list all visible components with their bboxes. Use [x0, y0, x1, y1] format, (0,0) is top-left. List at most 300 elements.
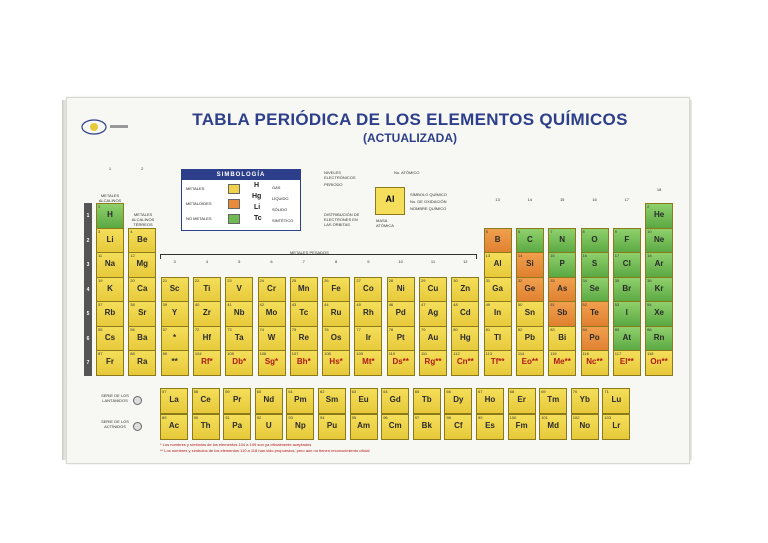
atomic-number: 3 — [98, 228, 101, 234]
period-label: 1 — [84, 203, 92, 229]
group-label: 15 — [559, 197, 565, 202]
atomic-number: 105 — [227, 351, 234, 356]
element-symbol: Ca — [137, 283, 148, 293]
element-symbol: Es — [485, 421, 495, 430]
element-symbol: Sc — [169, 283, 180, 293]
key-distribution-label: DISTRIBUCIÓN DE ELECTRONES EN LAS ÓRBITAS — [324, 212, 360, 227]
element-symbol: Lr — [612, 421, 621, 430]
element-cell-Sb — [548, 301, 576, 327]
element-symbol: Pr — [232, 395, 242, 404]
element-symbol: Ar — [654, 259, 664, 268]
element-symbol: Yb — [579, 395, 590, 404]
atomic-number: 58 — [193, 389, 199, 394]
element-cell-Pr — [223, 388, 251, 414]
element-symbol: Eo** — [521, 357, 539, 366]
element-symbol: Dy — [453, 395, 464, 404]
atomic-number: 39 — [162, 302, 168, 307]
element-symbol: V — [236, 283, 242, 293]
element-cell-In — [484, 301, 512, 327]
element-symbol: La — [169, 395, 179, 404]
atomic-number: 43 — [291, 302, 297, 307]
group-label: 16 — [592, 197, 597, 202]
element-symbol: Rn — [653, 332, 665, 342]
element-cell-V — [225, 277, 253, 303]
atomic-number: 84 — [582, 326, 587, 332]
element-cell-Cr — [258, 277, 286, 303]
atomic-number: 30 — [453, 277, 458, 283]
atomic-number: 24 — [259, 277, 264, 283]
atomic-number: 114 — [517, 351, 525, 356]
atomic-number: 118 — [647, 351, 654, 356]
element-symbol: Rg** — [424, 357, 442, 366]
element-cell-Ir — [354, 326, 382, 352]
key-period-label: PERIODO — [324, 182, 343, 187]
atomic-number: 107 — [291, 351, 299, 356]
element-cell-Te — [581, 301, 609, 327]
element-symbol: Th — [200, 421, 211, 430]
element-cell-Rh — [354, 301, 382, 327]
atomic-number: 6 — [517, 228, 521, 234]
element-cell-Kr — [645, 277, 673, 303]
element-symbol: Pb — [524, 332, 535, 342]
element-cell-Mg — [128, 252, 156, 278]
atomic-number: 85 — [614, 326, 620, 332]
atomic-number: 25 — [291, 277, 297, 283]
group-label: 11 — [430, 259, 436, 264]
element-symbol: Np — [295, 421, 306, 430]
element-cell-Sc — [161, 277, 189, 303]
atomic-number: 13 — [485, 253, 491, 258]
element-cell-Cs — [96, 326, 124, 352]
element-symbol: Fe — [331, 283, 341, 293]
atomic-number: 87 — [98, 351, 103, 356]
element-cell-Db — [225, 350, 253, 376]
atomic-number: 94 — [320, 415, 325, 420]
element-cell-U — [255, 414, 283, 440]
atomic-number: 117 — [614, 351, 622, 356]
period-label: 2 — [84, 228, 92, 254]
element-cell-N — [548, 228, 576, 254]
element-cell-Bk — [413, 414, 441, 440]
element-cell-Be — [128, 228, 156, 254]
atomic-number: 37 — [98, 302, 103, 307]
element-symbol: Tb — [421, 395, 432, 404]
element-symbol: Ir — [365, 332, 372, 342]
group-label: 14 — [527, 197, 533, 202]
atomic-number: 49 — [485, 302, 491, 307]
key-sample-symbol: Al — [385, 194, 395, 204]
atomic-number: 110 — [388, 351, 396, 356]
element-symbol: Ba — [137, 332, 148, 342]
element-symbol: Db* — [232, 357, 247, 366]
element-symbol: Nd — [263, 395, 275, 404]
element-symbol: Sn — [524, 308, 535, 317]
element-cell-Fr — [96, 350, 124, 376]
element-cell-Th — [192, 414, 220, 440]
element-cell-Se — [581, 277, 609, 303]
atomic-number: 98 — [446, 415, 451, 420]
footnote-1: * Los nombres y símbolos de los elementos 104 a 109 son ya oficialmente aceptados — [160, 442, 312, 447]
atomic-number: 76 — [324, 326, 329, 332]
element-symbol: ** — [171, 357, 178, 366]
element-symbol: Kr — [654, 283, 664, 293]
element-symbol: Hs* — [329, 357, 343, 366]
element-cell-Co — [354, 277, 382, 303]
atomic-number: 56 — [130, 326, 135, 332]
element-cell-Ni — [387, 277, 415, 303]
element-cell-He — [645, 203, 673, 229]
element-cell-S — [581, 252, 609, 278]
element-symbol: P — [559, 259, 565, 268]
element-symbol: Al — [493, 259, 502, 268]
element-symbol: K — [107, 283, 113, 293]
element-cell-Ta — [225, 326, 253, 352]
period-label: 7 — [84, 350, 92, 376]
atomic-number: 48 — [453, 302, 458, 307]
element-symbol: Mg — [136, 259, 149, 268]
element-symbol: Md — [547, 421, 559, 430]
element-symbol: Pa — [232, 421, 243, 430]
element-symbol: Cd — [459, 308, 471, 317]
legend-liquid-symbol: Hg — [252, 193, 262, 200]
atomic-number: 41 — [227, 302, 232, 307]
atomic-number: 1 — [98, 204, 101, 209]
legend-metalloids-label: METALOIDES — [186, 201, 212, 206]
group-label: 12 — [463, 259, 468, 264]
element-cell-Cf — [444, 414, 472, 440]
atomic-number: 42 — [259, 302, 264, 307]
atomic-number: 111 — [421, 351, 428, 356]
atomic-number: 103 — [604, 415, 612, 420]
atomic-number: 8 — [582, 228, 585, 234]
atomic-number: 63 — [351, 389, 357, 394]
element-cell-Eu — [350, 388, 378, 414]
element-symbol: Rh — [363, 308, 374, 317]
atomic-number: 104 — [194, 351, 202, 356]
group-label: 8 — [334, 259, 338, 264]
publisher-logo — [80, 117, 134, 137]
atomic-number: 96 — [383, 415, 388, 420]
atomic-number: 35 — [614, 277, 620, 283]
element-symbol: Br — [622, 283, 632, 293]
element-cell-Cu — [419, 277, 447, 303]
atomic-number: 29 — [421, 277, 426, 283]
period-label: 3 — [84, 252, 92, 278]
element-cell-Ce — [192, 388, 220, 414]
element-symbol: Xe — [654, 308, 664, 317]
element-symbol: Au — [427, 332, 439, 342]
alkaline-earth-label: METALES ALCALINOS TÉRREOS — [131, 212, 155, 227]
legend-solid-label: SÓLIDO — [272, 207, 288, 212]
element-symbol: Zr — [202, 308, 211, 317]
element-symbol: Cu — [427, 283, 439, 293]
group-label: 17 — [624, 197, 630, 202]
element-symbol: Mn — [298, 283, 310, 293]
element-cell-Np — [286, 414, 314, 440]
element-symbol: Rb — [104, 308, 116, 317]
element-symbol: Mt* — [362, 357, 375, 366]
element-cell-Pt — [387, 326, 415, 352]
atomic-number: 89 — [162, 351, 168, 356]
lanthanides-marker-icon — [133, 396, 142, 405]
atomic-number: 57 — [162, 326, 168, 332]
element-symbol: Na — [104, 259, 116, 268]
atomic-number: 61 — [288, 389, 293, 394]
element-cell-Fe — [322, 277, 350, 303]
element-cell-W — [258, 326, 286, 352]
element-cell-Ba — [128, 326, 156, 352]
element-cell-Si — [516, 252, 544, 278]
element-cell-I — [613, 301, 641, 327]
atomic-number: 2 — [647, 204, 650, 209]
element-cell-Li — [96, 228, 124, 254]
period-label: 6 — [84, 326, 92, 352]
element-symbol: Fm — [515, 421, 528, 430]
element-cell-Md — [539, 414, 567, 440]
element-cell-Hg — [451, 326, 479, 352]
element-symbol: Ds** — [392, 357, 409, 366]
element-symbol: Nb — [233, 308, 245, 317]
element-symbol: Hg — [459, 332, 471, 342]
element-symbol: Sr — [138, 308, 147, 317]
atomic-number: 4 — [130, 228, 133, 234]
group-label: 18 — [656, 187, 662, 192]
element-symbol: S — [591, 259, 598, 268]
element-symbol: O — [591, 234, 598, 244]
atomic-number: 59 — [225, 389, 230, 394]
atomic-number: 109 — [356, 351, 364, 356]
element-cell-Lr — [602, 414, 630, 440]
element-symbol: Si — [526, 259, 534, 268]
element-cell-Es — [476, 414, 504, 440]
atomic-number: 12 — [130, 253, 135, 258]
atomic-number: 88 — [130, 351, 135, 356]
element-symbol: Er — [517, 395, 526, 404]
element-symbol: Pt — [396, 332, 405, 342]
legend-box — [181, 169, 301, 231]
element-cell-O — [581, 228, 609, 254]
atomic-number: 55 — [98, 326, 103, 332]
atomic-number: 75 — [291, 326, 297, 332]
element-cell-Os — [322, 326, 350, 352]
group-label: 3 — [173, 259, 176, 264]
element-symbol: Eu — [358, 395, 369, 404]
atomic-number: 72 — [194, 326, 200, 332]
atomic-number: 78 — [388, 326, 394, 332]
atomic-number: 47 — [421, 302, 426, 307]
element-cell-Pm — [286, 388, 314, 414]
atomic-number: 82 — [517, 326, 523, 332]
element-cell- — [161, 350, 189, 376]
atomic-number: 74 — [259, 326, 264, 332]
atomic-number: 17 — [614, 253, 620, 258]
alkali-label: METALES ALCALINOS — [98, 193, 122, 203]
atomic-number: 19 — [98, 277, 103, 283]
element-symbol: Re — [298, 332, 309, 342]
element-symbol: At — [622, 332, 632, 342]
element-symbol: In — [494, 308, 502, 317]
element-cell-Bi — [548, 326, 576, 352]
element-cell-Mn — [290, 277, 318, 303]
atomic-number: 27 — [356, 277, 361, 283]
key-oxidation-label: No. DE OXIDACIÓN — [410, 199, 447, 204]
element-symbol: Be — [137, 234, 148, 244]
group-label: 10 — [398, 259, 403, 264]
element-symbol: Me** — [553, 357, 571, 366]
element-cell-Hf — [193, 326, 221, 352]
element-cell-On — [645, 350, 673, 376]
element-cell-Tl — [484, 326, 512, 352]
key-levels-label: NIVELES ELECTRÓNICOS — [324, 170, 356, 180]
atomic-number: 70 — [572, 389, 578, 394]
element-cell-H — [96, 203, 124, 229]
element-cell-Ru — [322, 301, 350, 327]
atomic-number: 45 — [356, 302, 361, 307]
key-mass-label: MASA ATÓMICA — [376, 218, 394, 228]
atomic-number: 26 — [324, 277, 329, 283]
element-cell-Re — [290, 326, 318, 352]
atomic-number: 113 — [485, 351, 492, 356]
element-cell-Er — [508, 388, 536, 414]
period-label: 5 — [84, 301, 92, 327]
atomic-number: 36 — [647, 277, 652, 283]
element-cell-Dy — [444, 388, 472, 414]
element-symbol: Ni — [396, 283, 405, 293]
element-symbol: Y — [171, 308, 178, 317]
group-label: 9 — [367, 259, 370, 264]
atomic-number: 93 — [288, 415, 293, 420]
element-cell-Cn — [451, 350, 479, 376]
atomic-number: 57 — [162, 389, 167, 394]
atomic-number: 15 — [550, 253, 555, 258]
element-symbol: Mo — [265, 308, 278, 317]
element-symbol: Tl — [494, 332, 502, 342]
element-cell-Ho — [476, 388, 504, 414]
atomic-number: 62 — [320, 389, 325, 394]
atomic-number: 69 — [541, 389, 546, 394]
element-symbol: Cm — [388, 421, 402, 430]
group-label: 6 — [270, 259, 273, 264]
element-symbol: Ne — [653, 234, 665, 244]
element-cell-Au — [419, 326, 447, 352]
element-cell-El — [613, 350, 641, 376]
element-symbol: Bh* — [296, 357, 311, 366]
element-symbol: Lu — [611, 395, 622, 404]
element-symbol: Li — [106, 234, 114, 244]
legend-gas-label: GAS — [272, 185, 281, 190]
element-cell-C — [516, 228, 544, 254]
element-symbol: Te — [590, 308, 599, 317]
element-cell-Ga — [484, 277, 512, 303]
element-cell-No — [571, 414, 599, 440]
atomic-number: 28 — [388, 277, 394, 283]
legend-nonmetals-label: NO METALES — [186, 216, 212, 221]
atomic-number: 67 — [478, 389, 483, 394]
atomic-number: 80 — [453, 326, 458, 332]
element-cell-Pb — [516, 326, 544, 352]
element-cell-Yb — [571, 388, 599, 414]
legend-metals-label: METALES — [186, 186, 205, 191]
element-cell-Nb — [225, 301, 253, 327]
element-symbol: Tm — [547, 395, 560, 404]
element-symbol: Bk — [421, 421, 432, 430]
atomic-number: 40 — [194, 302, 200, 307]
element-cell-Am — [350, 414, 378, 440]
element-symbol: Ge — [524, 283, 536, 293]
element-cell-Nd — [255, 388, 283, 414]
key-sample-cell — [375, 187, 405, 215]
element-symbol: Os — [330, 332, 342, 342]
atomic-number: 115 — [550, 351, 557, 356]
atomic-number: 83 — [550, 326, 555, 332]
element-cell-Hs — [322, 350, 350, 376]
element-symbol: Cr — [267, 283, 276, 293]
atomic-number: 51 — [550, 302, 555, 307]
legend-liquid-label: LÍQUIDO — [272, 196, 289, 201]
atomic-number: 11 — [98, 253, 103, 258]
atomic-number: 46 — [388, 302, 394, 307]
group-label: 2 — [141, 166, 144, 171]
lanthanides-label: SERIE DE LOS LANTÁNIDOS — [101, 393, 129, 403]
element-cell-Tb — [413, 388, 441, 414]
element-cell-Eo — [516, 350, 544, 376]
legend-heading: SIMBOLOGÍA — [182, 170, 300, 180]
element-symbol: Cn** — [456, 357, 474, 366]
element-cell-Sm — [318, 388, 346, 414]
metal-swatch — [228, 184, 240, 194]
element-cell-Tf — [484, 350, 512, 376]
element-symbol: No — [579, 421, 591, 430]
element-cell-Zn — [451, 277, 479, 303]
atomic-number: 33 — [550, 277, 555, 283]
atomic-number: 71 — [604, 389, 609, 394]
element-cell-Ds — [387, 350, 415, 376]
group-label: 4 — [205, 259, 208, 264]
element-cell-Br — [613, 277, 641, 303]
atomic-number: 44 — [324, 302, 329, 307]
element-symbol: On** — [650, 357, 668, 366]
footnote-2: ** Los nombres y símbolos de los elementos 110 a 118 han sido propuestos, pero aún no tienen reconocimiento oficial — [160, 448, 370, 453]
element-cell-F — [613, 228, 641, 254]
element-symbol: Cf — [454, 421, 463, 430]
atomic-number: 53 — [614, 302, 620, 307]
element-cell-Ti — [193, 277, 221, 303]
atomic-number: 9 — [614, 228, 618, 234]
element-cell-Tm — [539, 388, 567, 414]
element-cell-Cm — [381, 414, 409, 440]
element-symbol: Ac — [168, 421, 180, 430]
atomic-number: 97 — [414, 415, 420, 420]
atomic-number: 31 — [485, 277, 491, 283]
transition-metals-label: METALES PESADOS — [290, 250, 329, 255]
element-cell- — [161, 326, 189, 352]
element-cell-Ac — [160, 414, 188, 440]
element-cell-K — [96, 277, 124, 303]
atomic-number: 90 — [193, 415, 199, 420]
element-symbol: Ag — [427, 308, 439, 317]
element-symbol: He — [653, 210, 665, 219]
element-symbol: Pu — [326, 421, 338, 430]
element-symbol: Ce — [200, 395, 211, 404]
atomic-number: 60 — [256, 389, 262, 394]
atomic-number: 22 — [194, 277, 200, 283]
element-symbol: Fr — [106, 357, 114, 366]
atomic-number: 64 — [383, 389, 388, 394]
element-cell-At — [613, 326, 641, 352]
element-cell-Ar — [645, 252, 673, 278]
atomic-number: 68 — [509, 389, 515, 394]
element-symbol: Tf** — [490, 357, 505, 366]
